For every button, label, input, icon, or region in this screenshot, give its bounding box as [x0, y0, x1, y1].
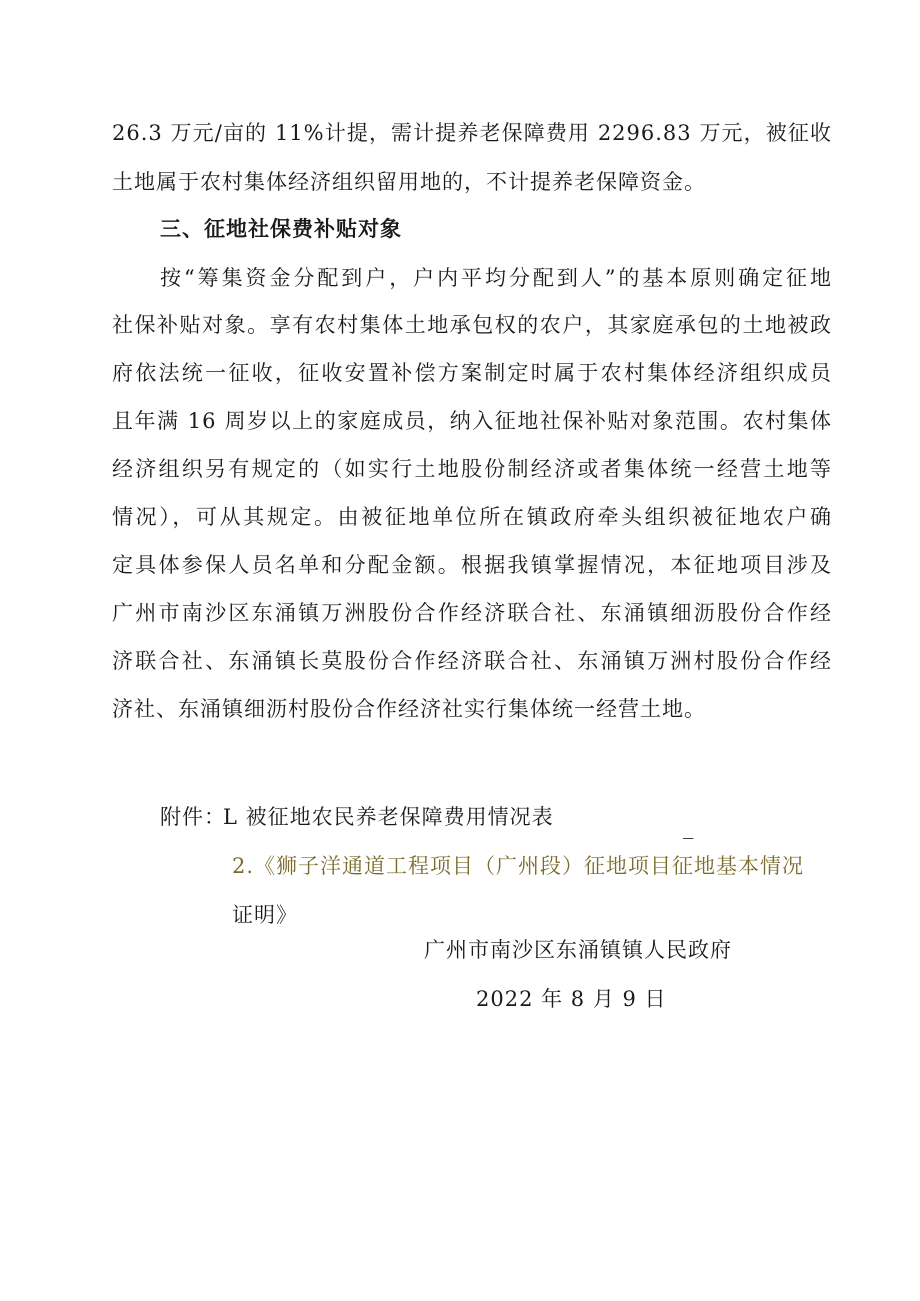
body-line-1: 26.3 万元/亩的 11%计提，需计提养老保障费用 2296.83 万元，被征收 — [112, 121, 832, 145]
paragraph-line-6: 情况），可从其规定。由被征地单位所在镇政府牵头组织被征地农户确 — [112, 505, 832, 529]
paragraph-line-8: 广州市南沙区东涌镇万洲股份合作经济联合社、东涌镇细沥股份合作经 — [112, 601, 832, 625]
attachment-item-2-line-2: 证明》 — [232, 903, 298, 927]
paragraph-line-2: 社保补贴对象。享有农村集体土地承包权的农户，其家庭承包的土地被政 — [112, 313, 832, 337]
attachment-item-1: L 被征地农民养老保障费用情况表 — [223, 805, 554, 829]
paragraph-line-9: 济联合社、东涌镇长莫股份合作经济联合社、东涌镇万洲村股份合作经 — [112, 649, 832, 673]
paragraph-line-7: 定具体参保人员名单和分配金额。根据我镇掌握情况，本征地项目涉及 — [112, 553, 832, 577]
paragraph-line-10: 济社、东涌镇细沥村股份合作经济社实行集体统一经营土地。 — [112, 697, 706, 721]
paragraph-line-3: 府依法统一征收，征收安置补偿方案制定时属于农村集体经济组织成员 — [112, 361, 832, 385]
body-line-2: 土地属于农村集体经济组织留用地的，不计提养老保障资金。 — [112, 170, 706, 194]
attachment-item-2-line-1: 2.《狮子洋通道工程项目（广州段）征地项目征地基本情况 — [232, 854, 805, 878]
dash-mark: _ — [683, 815, 694, 839]
signature-date: 2022 年 8 月 9 日 — [476, 987, 667, 1011]
signature-organization: 广州市南沙区东涌镇镇人民政府 — [424, 938, 732, 962]
paragraph-line-1: 按“筹集资金分配到户，户内平均分配到人”的基本原则确定征地 — [160, 266, 832, 290]
section-heading: 三、征地社保费补贴对象 — [160, 217, 402, 241]
paragraph-line-5: 经济组织另有规定的（如实行土地股份制经济或者集体统一经营土地等 — [112, 457, 832, 481]
paragraph-line-4: 且年满 16 周岁以上的家庭成员，纳入征地社保补贴对象范围。农村集体 — [112, 409, 832, 433]
attachment-label: 附件： — [160, 805, 226, 829]
